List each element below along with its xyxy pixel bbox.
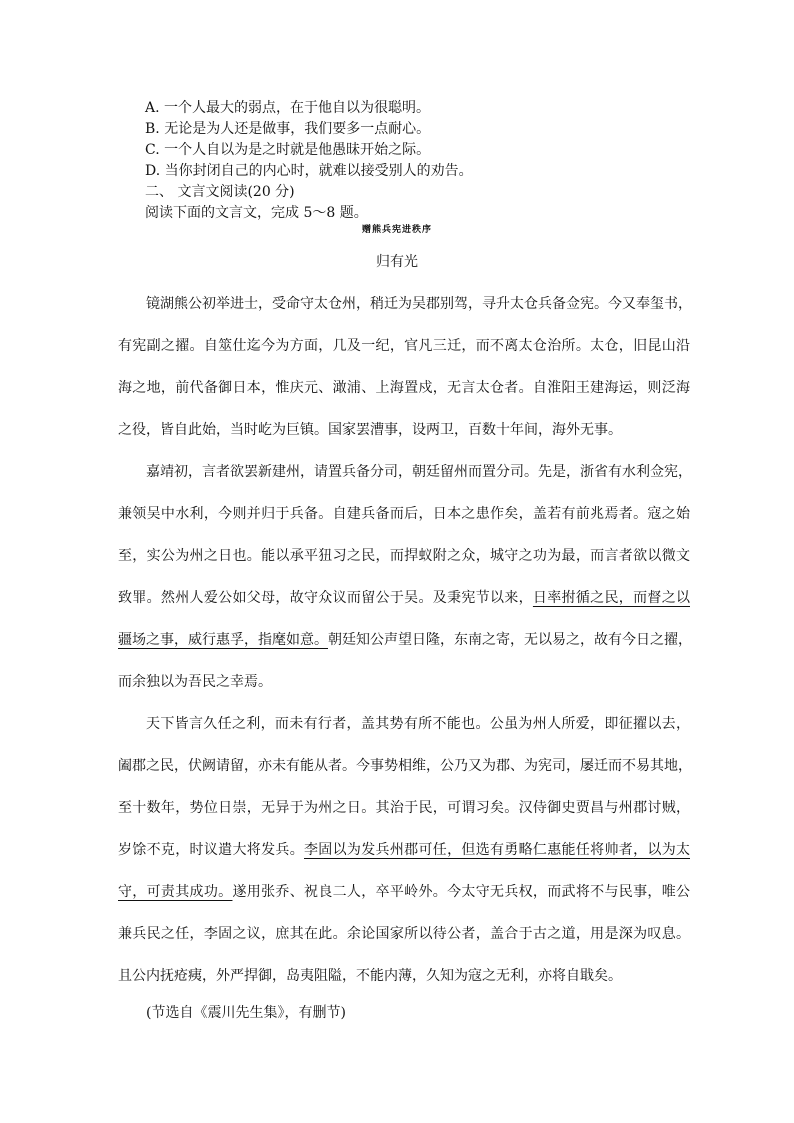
underlined-sentence-1b: 疆场之事，威行惠孚，指麾如意。 <box>118 632 328 648</box>
p2-line-4-text: 致罪。然州人爱公如父母，故守众议而留公于吴。及秉宪节以来， <box>118 590 533 606</box>
option-c: C. 一个人自以为是之时就是他愚昧开始之际。 <box>145 142 431 158</box>
p1-line-4: 之役，皆自此始，当时屹为巨镇。国家罢漕事，设两卫，百数十年间，海外无事。 <box>118 422 622 438</box>
section-heading: 二、 文言文阅读(20 分) <box>145 184 295 200</box>
essay-title: 赠熊兵宪进秩序 <box>361 225 432 235</box>
p2-line-4 <box>118 588 690 608</box>
p1-line-3: 海之地，前代备御日本，惟庆元、澉浦、上海置戍，无言太仓者。自淮阳王建海运，则泛海 <box>118 380 690 396</box>
p2-line-5 <box>118 630 690 650</box>
option-a: A. 一个人最大的弱点，在于他自以为很聪明。 <box>145 100 431 116</box>
p2-line-5-text: 朝廷知公声望日隆，东南之寄，无以易之，故有今日之擢， <box>328 632 692 648</box>
p2-line-6: 而余独以为吾民之幸焉。 <box>118 674 272 690</box>
p2-line-1: 嘉靖初，言者欲罢新建州，请置兵备分司，朝廷留州而置分司。先是，浙省有水利佥宪， <box>146 464 692 480</box>
p1-line-1: 镜湖熊公初举进士，受命守太仓州，稍迁为吴郡别驾，寻升太仓兵备佥宪。今又奉玺书， <box>146 296 692 312</box>
p3-line-4 <box>118 840 690 860</box>
underlined-sentence-2a: 李固以为发兵州郡可任，但选有勇略仁惠能任将帅者，以为太 <box>304 842 690 858</box>
p3-line-4-text: 岁馀不克，时议遣大将发兵。 <box>118 842 304 858</box>
underlined-sentence-2b: 守，可责其成功。 <box>118 884 233 900</box>
p1-line-2: 有宪副之擢。自筮仕迄今为方面，几及一纪，官凡三迁，而不离太仓治所。太仓，旧昆山沿 <box>118 338 690 354</box>
p3-line-5 <box>118 882 690 902</box>
author: 归有光 <box>376 254 418 270</box>
p3-line-7: 且公内抚疮痍，外严捍御，岛夷阻隘，不能内薄，久知为寇之无利，亦将自戢矣。 <box>118 968 622 984</box>
option-b: B. 无论是为人还是做事，我们要多一点耐心。 <box>145 121 431 137</box>
underlined-sentence-1a: 日率拊循之民，而督之以 <box>532 590 690 606</box>
p2-line-2: 兼领吴中水利，今则并归于兵备。自建兵备而后，日本之患作矣，盖若有前兆焉者。寇之始 <box>118 506 690 522</box>
option-d: D. 当你封闭自己的内心时，就难以接受别人的劝告。 <box>145 163 473 179</box>
instruction: 阅读下面的文言文，完成 5～8 题。 <box>145 205 368 221</box>
p3-line-1: 天下皆言久任之利，而未有行者，盖其势有所不能也。公虽为州人所爱，即征擢以去， <box>146 716 690 732</box>
p3-line-5-text: 遂用张乔、祝良二人，卒平岭外。今太守无兵权，而武将不与民事，唯公 <box>232 884 691 900</box>
p3-line-6: 兼兵民之任，李固之议，庶其在此。余论国家所以待公者，盖合于古之道，用是深为叹息。 <box>118 926 690 942</box>
p3-line-2: 阖郡之民，伏阙请留，亦未有能从者。今事势相维，公乃又为郡、为宪司，屡迁而不易其地， <box>118 758 692 774</box>
source-note: (节选自《震川先生集》，有删节) <box>146 1005 346 1021</box>
p3-line-3: 至十数年，势位日崇，无异于为州之日。其治于民，可谓习矣。汉侍御史贾昌与州郡讨贼， <box>118 800 690 816</box>
p2-line-3: 至，实公为州之日也。能以承平狃习之民，而捍蚁附之众，城守之功为最，而言者欲以微文 <box>118 548 690 564</box>
